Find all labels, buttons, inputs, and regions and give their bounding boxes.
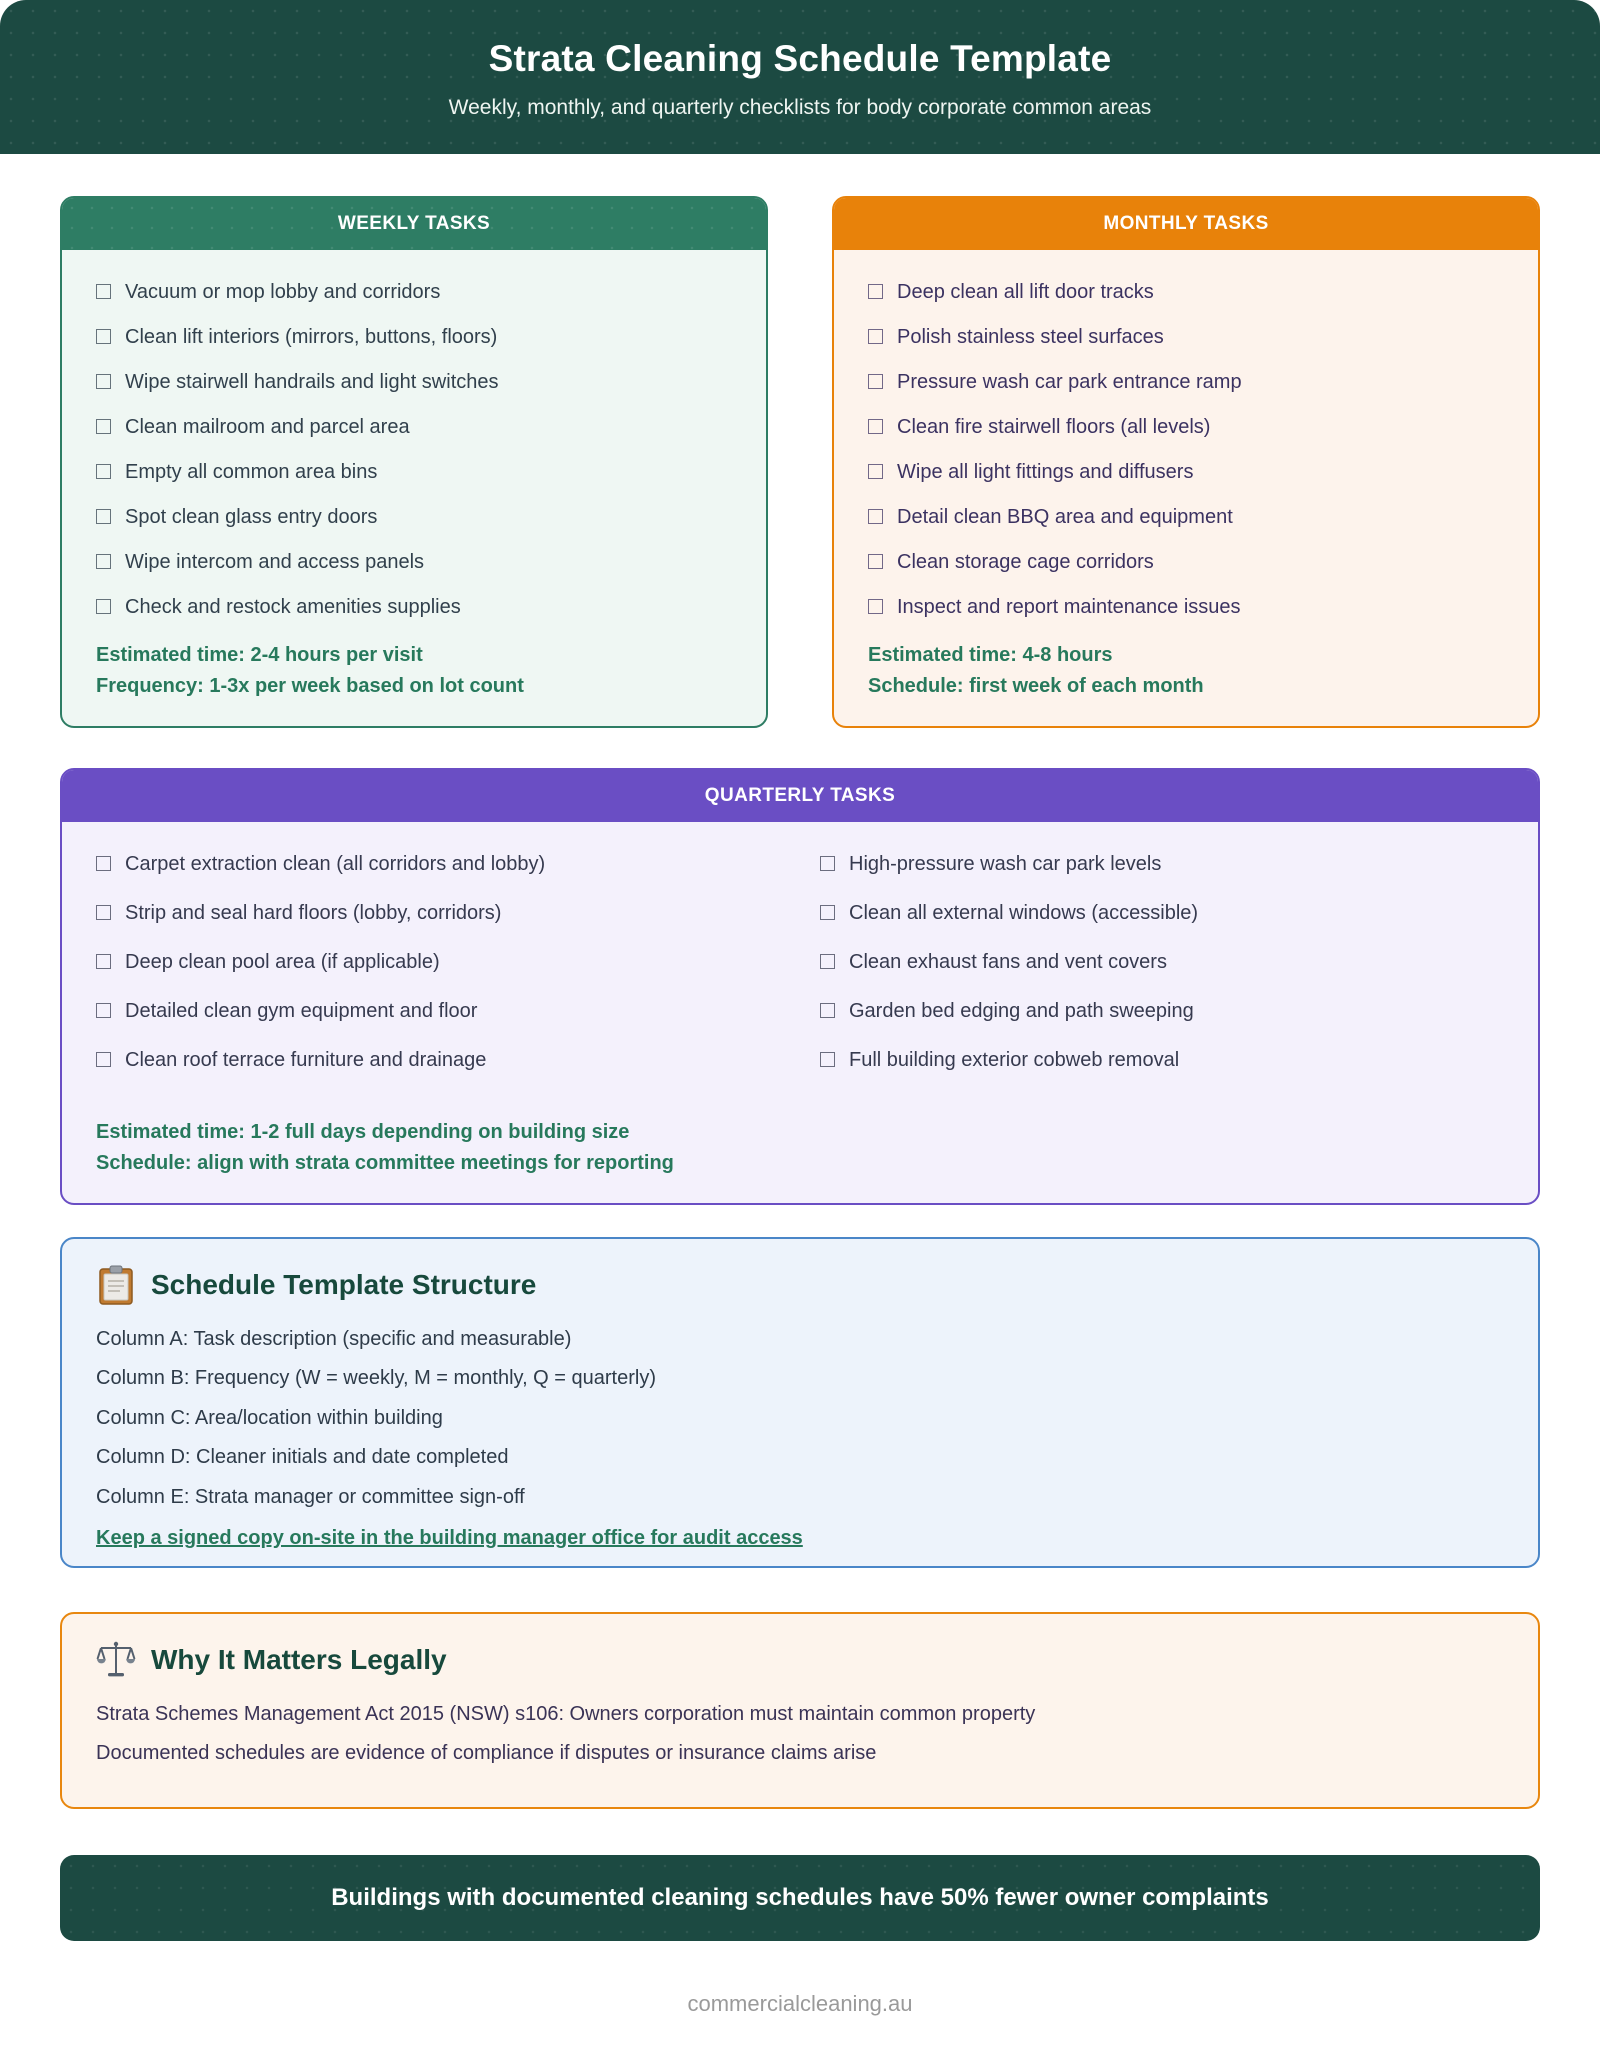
quarterly-card-title: QUARTERLY TASKS bbox=[62, 770, 1538, 822]
checkbox-icon bbox=[868, 464, 883, 479]
checkbox-icon bbox=[96, 1003, 111, 1018]
legal-line: Documented schedules are evidence of compliance if disputes or insurance claims arise bbox=[96, 1742, 877, 1765]
cards-row bbox=[60, 196, 1540, 728]
checkbox-icon bbox=[868, 554, 883, 569]
task-label: Strip and seal hard floors (lobby, corridors) bbox=[125, 902, 502, 924]
list-item bbox=[820, 1048, 1504, 1073]
list-item bbox=[96, 1048, 780, 1073]
list-item bbox=[96, 460, 732, 485]
weekly-tasks-card bbox=[60, 196, 768, 728]
template-structure-box bbox=[60, 1237, 1540, 1568]
task-label: Full building exterior cobweb removal bbox=[849, 1049, 1180, 1071]
list-item bbox=[96, 505, 732, 530]
page-header bbox=[0, 0, 1600, 154]
structure-line: Column D: Cleaner initials and date completed bbox=[96, 1446, 509, 1469]
checkbox-icon bbox=[868, 599, 883, 614]
list-item bbox=[96, 370, 732, 395]
task-label: Check and restock amenities supplies bbox=[125, 596, 461, 618]
monthly-card-body bbox=[834, 250, 1538, 726]
schedule-text: Schedule: align with strata committee meetings for reporting bbox=[96, 1152, 674, 1174]
task-label: Empty all common area bins bbox=[125, 461, 378, 483]
task-label: Clean lift interiors (mirrors, buttons, floors) bbox=[125, 326, 498, 348]
monthly-card-title: MONTHLY TASKS bbox=[834, 198, 1538, 250]
task-label: Inspect and report maintenance issues bbox=[897, 596, 1241, 618]
stat-banner-text: Buildings with documented cleaning schedules have 50% fewer owner complaints bbox=[331, 1883, 1269, 1911]
checkbox-icon bbox=[820, 954, 835, 969]
list-item bbox=[868, 370, 1504, 395]
task-label: Wipe all light fittings and diffusers bbox=[897, 461, 1194, 483]
quarterly-tasks-card bbox=[60, 768, 1540, 1205]
task-label: Vacuum or mop lobby and corridors bbox=[125, 281, 441, 303]
checkbox-icon bbox=[868, 374, 883, 389]
task-label: Garden bed edging and path sweeping bbox=[849, 1000, 1194, 1022]
monthly-tasks-card bbox=[832, 196, 1540, 728]
task-label: Clean all external windows (accessible) bbox=[849, 902, 1199, 924]
structure-line: Column B: Frequency (W = weekly, M = monthly, Q = quarterly) bbox=[96, 1367, 656, 1390]
clipboard-icon bbox=[96, 1265, 136, 1305]
task-label: Deep clean pool area (if applicable) bbox=[125, 951, 440, 973]
task-label: Detailed clean gym equipment and floor bbox=[125, 1000, 478, 1022]
page-subtitle: Weekly, monthly, and quarterly checklists for body corporate common areas bbox=[448, 96, 1152, 119]
list-item bbox=[868, 325, 1504, 350]
legal-title-row bbox=[96, 1640, 1504, 1680]
list-item bbox=[820, 901, 1504, 926]
checkbox-icon bbox=[820, 1052, 835, 1067]
monthly-card-note bbox=[868, 640, 1504, 702]
content bbox=[0, 154, 1600, 2047]
checkbox-icon bbox=[96, 509, 111, 524]
quarterly-grid bbox=[96, 852, 1504, 1097]
list-item bbox=[868, 280, 1504, 305]
structure-note: Keep a signed copy on-site in the building manager office for audit access bbox=[96, 1526, 803, 1549]
task-label: Pressure wash car park entrance ramp bbox=[897, 371, 1242, 393]
structure-box-title: Schedule Template Structure bbox=[151, 1269, 537, 1300]
task-label: Clean mailroom and parcel area bbox=[125, 416, 410, 438]
checkbox-icon bbox=[96, 954, 111, 969]
list-item bbox=[96, 595, 732, 620]
list-item bbox=[96, 901, 780, 926]
list-item bbox=[820, 999, 1504, 1024]
task-label: Polish stainless steel surfaces bbox=[897, 326, 1164, 348]
checkbox-icon bbox=[868, 509, 883, 524]
quarterly-checklist-right bbox=[820, 852, 1504, 1097]
checkbox-icon bbox=[96, 374, 111, 389]
list-item bbox=[96, 950, 780, 975]
task-label: Clean fire stairwell floors (all levels) bbox=[897, 416, 1211, 438]
task-label: Clean roof terrace furniture and drainage bbox=[125, 1049, 487, 1071]
task-label: Carpet extraction clean (all corridors and lobby) bbox=[125, 853, 546, 875]
scales-icon bbox=[96, 1640, 136, 1680]
weekly-card-title: WEEKLY TASKS bbox=[62, 198, 766, 250]
checkbox-icon bbox=[820, 856, 835, 871]
estimated-time-text: Estimated time: 4-8 hours bbox=[868, 644, 1113, 666]
list-item bbox=[820, 852, 1504, 877]
list-item bbox=[96, 852, 780, 877]
checkbox-icon bbox=[96, 554, 111, 569]
checkbox-icon bbox=[868, 284, 883, 299]
task-label: Spot clean glass entry doors bbox=[125, 506, 378, 528]
checkbox-icon bbox=[96, 905, 111, 920]
quarterly-checklist-left bbox=[96, 852, 780, 1097]
schedule-text: Schedule: first week of each month bbox=[868, 675, 1204, 697]
checkbox-icon bbox=[96, 284, 111, 299]
quarterly-card-note bbox=[96, 1117, 1504, 1179]
weekly-checklist bbox=[96, 280, 732, 620]
list-item bbox=[868, 415, 1504, 440]
task-label: Wipe intercom and access panels bbox=[125, 551, 425, 573]
checkbox-icon bbox=[96, 1052, 111, 1067]
list-item bbox=[820, 950, 1504, 975]
checkbox-icon bbox=[820, 1003, 835, 1018]
structure-title-row bbox=[96, 1265, 1504, 1305]
weekly-card-body bbox=[62, 250, 766, 726]
task-label: Wipe stairwell handrails and light switches bbox=[125, 371, 499, 393]
page-title: Strata Cleaning Schedule Template bbox=[488, 38, 1112, 79]
stat-banner bbox=[60, 1855, 1540, 1941]
structure-line: Column C: Area/location within building bbox=[96, 1406, 443, 1429]
quarterly-card-body bbox=[62, 822, 1538, 1203]
frequency-text: Frequency: 1-3x per week based on lot count bbox=[96, 675, 524, 697]
task-label: Deep clean all lift door tracks bbox=[897, 281, 1154, 303]
list-item bbox=[868, 595, 1504, 620]
list-item bbox=[868, 460, 1504, 485]
legal-box-title: Why It Matters Legally bbox=[151, 1643, 447, 1675]
checkbox-icon bbox=[96, 329, 111, 344]
legal-box bbox=[60, 1612, 1540, 1809]
checkbox-icon bbox=[820, 905, 835, 920]
checkbox-icon bbox=[96, 599, 111, 614]
structure-line: Column A: Task description (specific and measurable) bbox=[96, 1328, 572, 1350]
weekly-card-note bbox=[96, 640, 732, 702]
list-item bbox=[96, 415, 732, 440]
monthly-checklist bbox=[868, 280, 1504, 620]
list-item bbox=[868, 505, 1504, 530]
site-footer: commercialcleaning.au bbox=[687, 1990, 913, 2016]
estimated-time-text: Estimated time: 2-4 hours per visit bbox=[96, 644, 423, 666]
structure-line: Column E: Strata manager or committee sign-off bbox=[96, 1485, 525, 1508]
legal-line: Strata Schemes Management Act 2015 (NSW) s106: Owners corporation must maintain common property bbox=[96, 1702, 1036, 1725]
checkbox-icon bbox=[868, 329, 883, 344]
task-label: Detail clean BBQ area and equipment bbox=[897, 506, 1233, 528]
checkbox-icon bbox=[96, 464, 111, 479]
list-item bbox=[868, 550, 1504, 575]
list-item bbox=[96, 280, 732, 305]
checkbox-icon bbox=[868, 419, 883, 434]
list-item bbox=[96, 325, 732, 350]
task-label: Clean exhaust fans and vent covers bbox=[849, 951, 1167, 973]
list-item bbox=[96, 550, 732, 575]
checkbox-icon bbox=[96, 419, 111, 434]
task-label: Clean storage cage corridors bbox=[897, 551, 1154, 573]
task-label: High-pressure wash car park levels bbox=[849, 853, 1162, 875]
list-item bbox=[96, 999, 780, 1024]
checkbox-icon bbox=[96, 856, 111, 871]
estimated-time-text: Estimated time: 1-2 full days depending on building size bbox=[96, 1121, 630, 1143]
